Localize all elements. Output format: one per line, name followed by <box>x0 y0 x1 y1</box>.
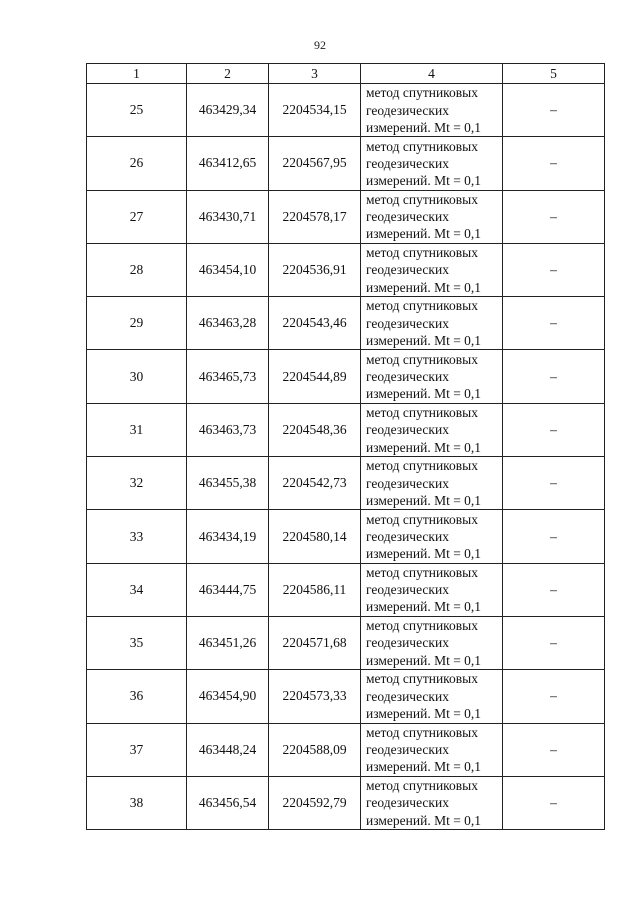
x-coordinate-cell: 463429,34 <box>187 84 269 137</box>
x-coordinate-cell: 463455,38 <box>187 457 269 510</box>
method-cell <box>361 190 503 243</box>
column-5-cell: – <box>503 350 605 403</box>
method-line: измерений. Mt = 0,1 <box>366 759 482 775</box>
x-coordinate-cell: 463463,28 <box>187 297 269 350</box>
x-coordinate-cell: 463444,75 <box>187 563 269 616</box>
point-number-cell: 33 <box>87 510 187 563</box>
method-cell <box>361 297 503 350</box>
column-5-cell: – <box>503 723 605 776</box>
y-coordinate-cell: 2204542,73 <box>269 457 361 510</box>
header-cell-5: 5 <box>503 64 605 84</box>
x-coordinate-cell: 463463,73 <box>187 403 269 456</box>
method-cell <box>361 616 503 669</box>
y-coordinate-cell: 2204548,36 <box>269 403 361 456</box>
method-line: измерений. Mt = 0,1 <box>366 332 482 348</box>
table-body <box>87 84 605 830</box>
column-5-cell: – <box>503 243 605 296</box>
method-line: геодезических <box>366 102 449 118</box>
point-number-cell: 25 <box>87 84 187 137</box>
method-line: геодезических <box>366 582 449 598</box>
header-cell-4: 4 <box>361 64 503 84</box>
method-line: измерений. Mt = 0,1 <box>366 386 482 402</box>
method-cell <box>361 723 503 776</box>
x-coordinate-cell: 463465,73 <box>187 350 269 403</box>
y-coordinate-cell: 2204544,89 <box>269 350 361 403</box>
point-number-cell: 36 <box>87 670 187 723</box>
method-cell <box>361 137 503 190</box>
header-row <box>87 64 605 84</box>
column-5-cell: – <box>503 403 605 456</box>
table-row <box>87 137 605 190</box>
header-cell-2: 2 <box>187 64 269 84</box>
method-line: геодезических <box>366 315 449 331</box>
point-number-cell: 35 <box>87 616 187 669</box>
table-row <box>87 776 605 829</box>
column-5-cell: – <box>503 137 605 190</box>
table-row <box>87 243 605 296</box>
x-coordinate-cell: 463434,19 <box>187 510 269 563</box>
page-number: 92 <box>314 38 326 52</box>
method-line: геодезических <box>366 155 449 171</box>
table-row <box>87 190 605 243</box>
method-cell <box>361 670 503 723</box>
point-number-cell: 26 <box>87 137 187 190</box>
y-coordinate-cell: 2204543,46 <box>269 297 361 350</box>
method-cell <box>361 776 503 829</box>
column-5-cell: – <box>503 563 605 616</box>
method-line: метод спутниковых <box>366 85 478 101</box>
point-number-cell: 28 <box>87 243 187 296</box>
y-coordinate-cell: 2204580,14 <box>269 510 361 563</box>
column-5-cell: – <box>503 457 605 510</box>
method-line: метод спутниковых <box>366 724 478 740</box>
table-row <box>87 403 605 456</box>
method-cell <box>361 350 503 403</box>
table-row <box>87 350 605 403</box>
method-line: геодезических <box>366 635 449 651</box>
point-number-cell: 30 <box>87 350 187 403</box>
column-5-cell: – <box>503 297 605 350</box>
method-line: измерений. Mt = 0,1 <box>366 706 482 722</box>
y-coordinate-cell: 2204586,11 <box>269 563 361 616</box>
method-line: метод спутниковых <box>366 778 478 794</box>
table-row <box>87 457 605 510</box>
column-5-cell: – <box>503 776 605 829</box>
method-line: метод спутниковых <box>366 245 478 261</box>
column-5-cell: – <box>503 670 605 723</box>
method-line: метод спутниковых <box>366 511 478 527</box>
method-line: измерений. Mt = 0,1 <box>366 492 482 508</box>
method-line: метод спутниковых <box>366 458 478 474</box>
table-row <box>87 84 605 137</box>
y-coordinate-cell: 2204536,91 <box>269 243 361 296</box>
coordinates-table <box>86 63 605 830</box>
method-cell <box>361 563 503 616</box>
x-coordinate-cell: 463430,71 <box>187 190 269 243</box>
method-line: метод спутниковых <box>366 298 478 314</box>
x-coordinate-cell: 463451,26 <box>187 616 269 669</box>
method-line: измерений. Mt = 0,1 <box>366 226 482 242</box>
column-5-cell: – <box>503 84 605 137</box>
method-line: измерений. Mt = 0,1 <box>366 439 482 455</box>
y-coordinate-cell: 2204567,95 <box>269 137 361 190</box>
method-line: геодезических <box>366 422 449 438</box>
point-number-cell: 29 <box>87 297 187 350</box>
column-5-cell: – <box>503 190 605 243</box>
y-coordinate-cell: 2204573,33 <box>269 670 361 723</box>
x-coordinate-cell: 463448,24 <box>187 723 269 776</box>
method-line: измерений. Mt = 0,1 <box>366 546 482 562</box>
method-cell <box>361 457 503 510</box>
method-line: метод спутниковых <box>366 618 478 634</box>
point-number-cell: 27 <box>87 190 187 243</box>
column-5-cell: – <box>503 616 605 669</box>
method-line: геодезических <box>366 795 449 811</box>
table-header <box>87 64 605 84</box>
column-5-cell: – <box>503 510 605 563</box>
header-cell-3: 3 <box>269 64 361 84</box>
table-row <box>87 297 605 350</box>
y-coordinate-cell: 2204592,79 <box>269 776 361 829</box>
method-line: геодезических <box>366 262 449 278</box>
method-line: геодезических <box>366 742 449 758</box>
method-cell <box>361 243 503 296</box>
method-line: метод спутниковых <box>366 351 478 367</box>
x-coordinate-cell: 463412,65 <box>187 137 269 190</box>
method-line: геодезических <box>366 209 449 225</box>
table-row <box>87 723 605 776</box>
point-number-cell: 37 <box>87 723 187 776</box>
header-cell-1: 1 <box>87 64 187 84</box>
y-coordinate-cell: 2204571,68 <box>269 616 361 669</box>
method-line: геодезических <box>366 688 449 704</box>
method-cell <box>361 403 503 456</box>
method-cell <box>361 84 503 137</box>
point-number-cell: 34 <box>87 563 187 616</box>
method-line: метод спутниковых <box>366 191 478 207</box>
method-cell <box>361 510 503 563</box>
table-row <box>87 563 605 616</box>
method-line: метод спутниковых <box>366 138 478 154</box>
method-line: геодезических <box>366 368 449 384</box>
point-number-cell: 31 <box>87 403 187 456</box>
x-coordinate-cell: 463454,10 <box>187 243 269 296</box>
method-line: измерений. Mt = 0,1 <box>366 812 482 828</box>
method-line: измерений. Mt = 0,1 <box>366 652 482 668</box>
method-line: метод спутниковых <box>366 564 478 580</box>
y-coordinate-cell: 2204588,09 <box>269 723 361 776</box>
method-line: геодезических <box>366 528 449 544</box>
method-line: измерений. Mt = 0,1 <box>366 173 482 189</box>
table-row <box>87 616 605 669</box>
point-number-cell: 38 <box>87 776 187 829</box>
method-line: измерений. Mt = 0,1 <box>366 279 482 295</box>
method-line: измерений. Mt = 0,1 <box>366 119 482 135</box>
table-row <box>87 510 605 563</box>
y-coordinate-cell: 2204534,15 <box>269 84 361 137</box>
point-number-cell: 32 <box>87 457 187 510</box>
table-row <box>87 670 605 723</box>
x-coordinate-cell: 463454,90 <box>187 670 269 723</box>
method-line: метод спутниковых <box>366 404 478 420</box>
y-coordinate-cell: 2204578,17 <box>269 190 361 243</box>
method-line: геодезических <box>366 475 449 491</box>
method-line: измерений. Mt = 0,1 <box>366 599 482 615</box>
method-line: метод спутниковых <box>366 671 478 687</box>
x-coordinate-cell: 463456,54 <box>187 776 269 829</box>
